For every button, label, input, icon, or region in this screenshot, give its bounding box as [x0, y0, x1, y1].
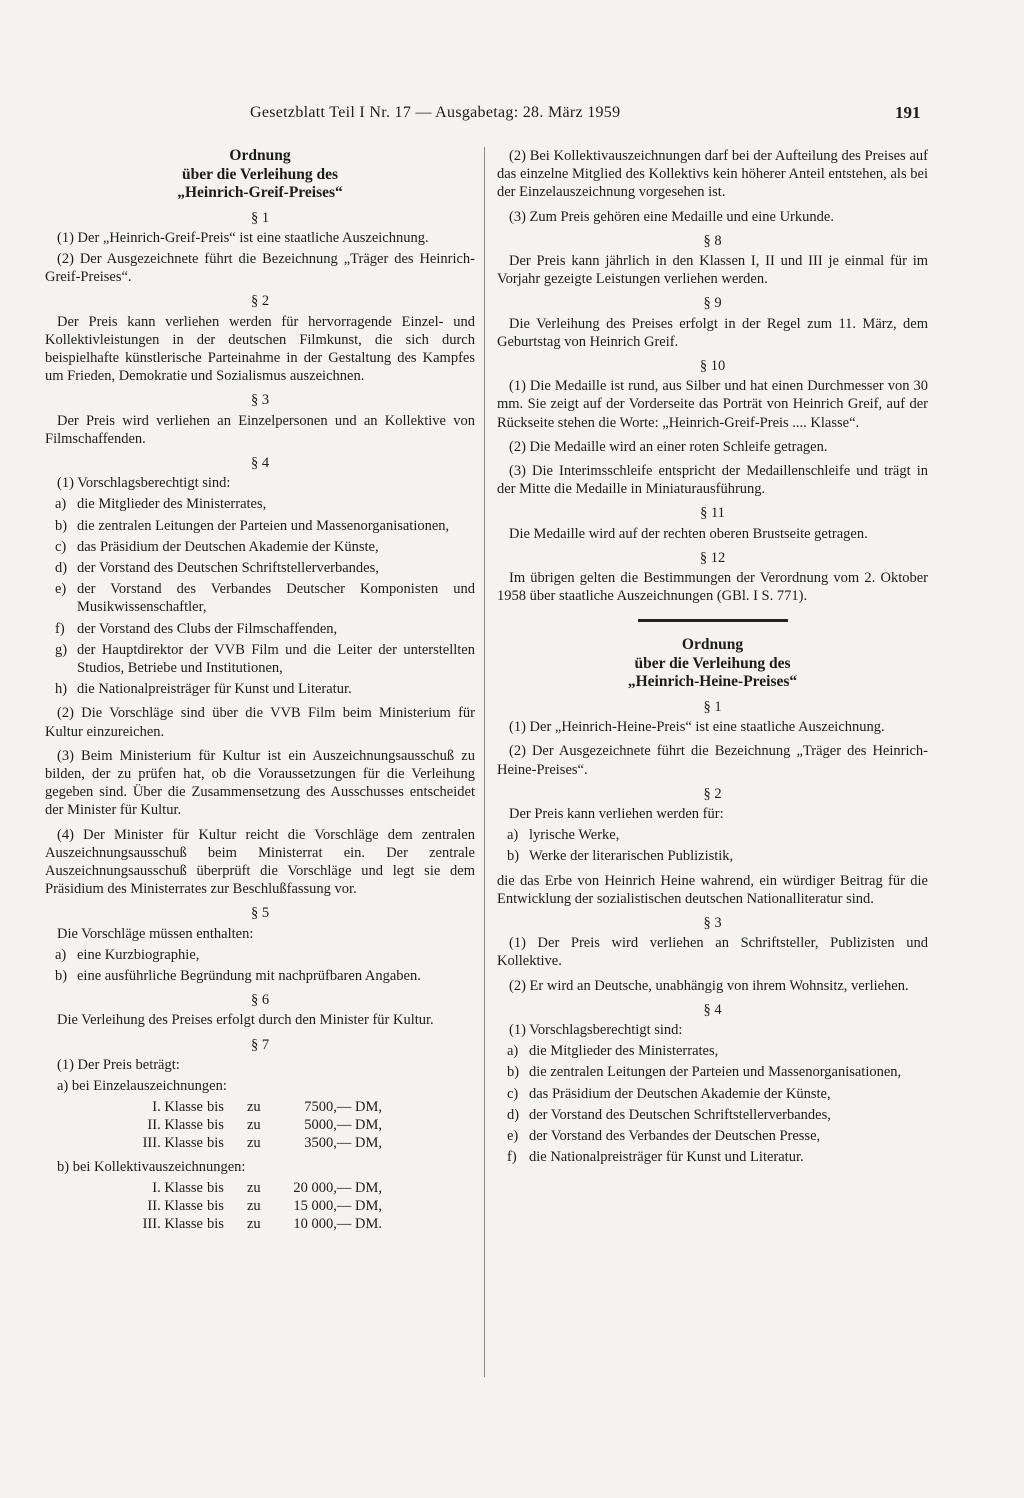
list-item: a) eine Kurzbiographie,: [55, 946, 200, 963]
list-item: f) die Nationalpreisträger für Kunst und Literatur.: [507, 1149, 804, 1166]
paragraph: (1) Der Preis beträgt:: [57, 1056, 180, 1073]
section-heading: § 5: [250, 905, 270, 922]
section-separator: [638, 619, 788, 622]
section-heading: § 2: [703, 785, 722, 802]
list-item: a) die Mitglieder des Ministerrates,: [55, 496, 267, 513]
paragraph: Der Preis wird verliehen an Einzelpersonen und an Kollektive von Filmschaffenden.: [45, 412, 475, 447]
list-item: b) die zentralen Leitungen der Parteien und Massenorganisationen,: [507, 1064, 902, 1081]
page-number: 191: [895, 103, 921, 122]
paragraph: (1) Der Preis wird verliehen an Schriftsteller, Publizisten und Kollektive.: [497, 935, 928, 970]
paragraph: (1) Vorschlagsberechtigt sind:: [509, 1022, 683, 1039]
paragraph: (3) Beim Ministerium für Kultur ist ein Auszeichnungsausschuß zu bilden, der zu prüfen hat, ob die Voraussetzungen für die Verleihung gegeben sind. Über die Zusammensetzung des Ausschusses entscheidet der Minister für Kultur.: [45, 747, 475, 819]
list-item: g) der Hauptdirektor der VVB Film und die Leiter der unterstellten Studios, Betriebe und Institutionen,: [55, 641, 475, 676]
prize-table-collective: I. Klasse bis zu 20 000,— DM, II. Klasse bis zu 15 000,— DM, III. Klasse bis zu 10 000,— DM.: [142, 1180, 382, 1233]
list-item: c) das Präsidium der Deutschen Akademie der Künste,: [55, 538, 379, 555]
list-item: b) Werke der literarischen Publizistik,: [507, 848, 734, 865]
list-item: d) der Vorstand des Deutschen Schriftstellerverbandes,: [507, 1106, 831, 1123]
title-line: „Heinrich-Greif-Preises“: [177, 184, 343, 201]
paragraph: (2) Die Vorschläge sind über die VVB Film beim Ministerium für Kultur einzureichen.: [45, 705, 475, 740]
section-heading: § 2: [250, 293, 270, 310]
paragraph: (2) Bei Kollektivauszeichnungen darf bei der Aufteilung des Preises auf das einzelne Mitglied des Kollektivs kein höherer Anteil entstehen, als bei der Einzelauszeichnung vorgesehen ist.: [497, 148, 928, 201]
header-title: Gesetzblatt Teil I Nr. 17 — Ausgabetag: 28. März 1959: [250, 104, 621, 121]
list-item: b) eine ausführliche Begründung mit nachprüfbaren Angaben.: [55, 968, 421, 985]
paragraph: (2) Die Medaille wird an einer roten Schleife getragen.: [509, 438, 828, 455]
paragraph: (2) Er wird an Deutsche, unabhängig von ihrem Wohnsitz, verliehen.: [509, 977, 909, 994]
paragraph: b) bei Kollektivauszeichnungen:: [57, 1159, 246, 1176]
paragraph: Die Verleihung des Preises erfolgt in der Regel zum 11. März, dem Geburtstag von Heinrich Greif.: [497, 315, 928, 350]
section-heading: § 8: [703, 232, 722, 249]
section-heading: § 11: [700, 505, 725, 522]
list-item: b) die zentralen Leitungen der Parteien und Massenorganisationen,: [55, 517, 450, 534]
list-item: c) das Präsidium der Deutschen Akademie der Künste,: [507, 1085, 831, 1102]
paragraph: (4) Der Minister für Kultur reicht die Vorschläge dem zentralen Auszeichnungsausschuß beim Ministerrat ein. Der zentrale Auszeichnungsausschuß überprüft die Vorschläge und legt sie dem Präsidium des Ministerrates zur Beschlußfassung vor.: [45, 826, 475, 898]
title-line: über die Verleihung des: [634, 654, 791, 672]
title-line: Ordnung: [229, 147, 291, 164]
paragraph: Die Vorschläge müssen enthalten:: [57, 925, 254, 942]
paragraph: Der Preis kann verliehen werden für hervorragende Einzel- und Kollektivleistungen in der deutschen Filmkunst, die sich durch beispielhafte künstlerische Parteinahme in der Gestaltung des Kampfes um Frieden, Demokratie und Sozialismus auszeichnen.: [45, 313, 475, 385]
section-heading: § 6: [250, 992, 270, 1009]
list-item: a) lyrische Werke,: [507, 827, 620, 844]
section-heading: § 10: [699, 358, 726, 375]
paragraph: die das Erbe von Heinrich Heine wahrend, ein würdiger Beitrag für die Entwicklung der sozialistischen deutschen Nationalliteratur sind.: [497, 872, 928, 907]
section-heading: § 3: [250, 392, 270, 409]
page-header: [0, 104, 1024, 128]
section-heading: § 3: [703, 915, 722, 931]
paragraph: (2) Der Ausgezeichnete führt die Bezeichnung „Träger des Heinrich-Heine-Preises“.: [497, 743, 928, 778]
title-line: über die Verleihung des: [181, 165, 339, 183]
list-item: f) der Vorstand des Clubs der Filmschaffenden,: [55, 620, 338, 637]
section-heading: § 4: [250, 454, 270, 471]
section-heading: § 1: [703, 698, 722, 715]
section-heading: § 1: [250, 209, 270, 226]
right-column: [497, 147, 928, 1169]
paragraph: Der Preis kann jährlich in den Klassen I, II und III je einmal für im Vorjahr gezeigte Leistungen verliehen werden.: [497, 253, 928, 288]
section-heading: § 9: [703, 295, 722, 312]
list-item: a) die Mitglieder des Ministerrates,: [507, 1043, 719, 1060]
list-item: e) der Vorstand des Verbandes der Deutschen Presse,: [507, 1128, 821, 1145]
paragraph: (2) Der Ausgezeichnete führt die Bezeichnung „Träger des Heinrich-Greif-Preises“.: [45, 250, 475, 286]
section-heading: § 4: [703, 1001, 722, 1018]
title-line: Ordnung: [681, 636, 744, 654]
paragraph: (1) Der „Heinrich-Greif-Preis“ ist eine staatliche Auszeichnung.: [57, 229, 429, 246]
prize-table-individual: I. Klasse bis zu 7500,— DM, II. Klasse bis zu 5000,— DM, III. Klasse bis zu 3500,— DM,: [142, 1099, 382, 1152]
list-item: e) der Vorstand des Verbandes Deutscher Komponisten und Musikwissenschaftler,: [55, 581, 475, 616]
left-column: [45, 147, 475, 1233]
section-heading: § 7: [250, 1036, 270, 1053]
list-item: h) die Nationalpreisträger für Kunst und Literatur.: [55, 681, 352, 698]
list-item: d) der Vorstand des Deutschen Schriftstellerverbandes,: [55, 559, 379, 576]
paragraph: Die Verleihung des Preises erfolgt durch den Minister für Kultur.: [57, 1012, 434, 1029]
paragraph: (1) Die Medaille ist rund, aus Silber und hat einen Durchmesser von 30 mm. Sie zeigt auf der Vorderseite das Porträt von Heinrich Greif, auf der Rückseite stehen die Worte: „Heinrich-Greif-Preis .... Klasse“.: [497, 378, 928, 431]
column-divider: [484, 147, 485, 1377]
section-heading: § 12: [699, 549, 726, 566]
list: [45, 495, 475, 698]
paragraph: a) bei Einzelauszeichnungen:: [57, 1078, 227, 1095]
paragraph: Im übrigen gelten die Bestimmungen der Verordnung vom 2. Oktober 1958 über staatliche Auszeichnungen (GBl. I S. 771).: [497, 570, 928, 605]
paragraph: (1) Der „Heinrich-Heine-Preis“ ist eine staatliche Auszeichnung.: [509, 719, 885, 736]
paragraph: (3) Die Interimsschleife entspricht der Medaillenschleife und trägt in der Mitte die Medaille in Miniaturausführung.: [497, 463, 928, 498]
paragraph: (3) Zum Preis gehören eine Medaille und eine Urkunde.: [509, 208, 834, 225]
paragraph: Die Medaille wird auf der rechten oberen Brustseite getragen.: [509, 525, 868, 542]
paragraph: Der Preis kann verliehen werden für:: [509, 805, 724, 822]
title-line: „Heinrich-Heine-Preises“: [627, 673, 798, 691]
paragraph: (1) Vorschlagsberechtigt sind:: [57, 475, 231, 492]
